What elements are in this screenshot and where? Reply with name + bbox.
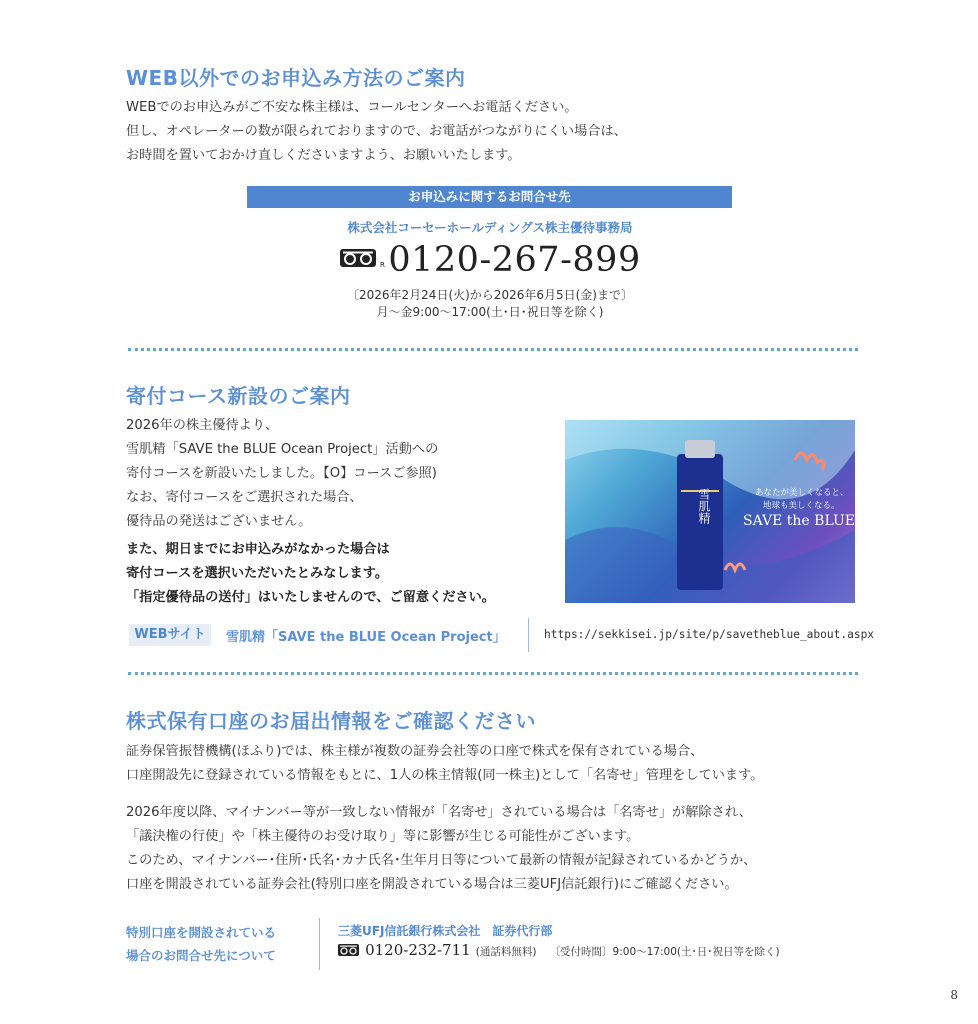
- special-account-phone-row: [338, 940, 780, 960]
- donation-line-2: 雪肌精「SAVE the BLUE Ocean Project」活動への: [126, 442, 439, 457]
- free-dial-small-icon: [338, 941, 360, 960]
- free-dial-icon: [339, 248, 386, 272]
- donation-bold-line-2: 寄付コースを選択いただいたとみなします。: [126, 566, 389, 581]
- web-link-separator: [528, 618, 529, 652]
- donation-line-1: 2026年の株主優待より、: [126, 418, 279, 433]
- donation-line-3: 寄付コースを新設いたしました。【O】コースご参照): [126, 466, 437, 481]
- account-para2-line-4: 口座を開設されている証券会社(特別口座を開設されている場合は三菱UFJ信託銀行)にご確認ください。: [126, 877, 738, 892]
- web-line-3: お時間を置いておかけ直しくださいますよう、お願いいたします。: [126, 148, 521, 163]
- account-para2-line-3: このため、マイナンバー･住所･氏名･カナ氏名･生年月日等について最新の情報が記録されているかどうか、: [126, 853, 757, 868]
- special-account-label-2: 場合のお問合せ先について: [126, 948, 276, 963]
- section-title-account: 株式保有口座のお届出情報をご確認ください: [126, 709, 536, 733]
- account-para2-line-1: 2026年度以降、マイナンバー等が一致しない情報が「名寄せ」されている場合は「名寄せ」が解除され、: [126, 805, 752, 820]
- page-number: 8: [950, 988, 958, 1002]
- special-account-label-1: 特別口座を開設されている: [126, 925, 277, 940]
- contact-hours: 月～金9:00～17:00(土･日･祝日等を除く): [376, 305, 604, 319]
- contact-phone-row: [200, 240, 780, 280]
- special-account-separator: [319, 918, 320, 970]
- section-title-donation: 寄付コース新設のご案内: [126, 384, 351, 408]
- bottle-label: 雪肌精: [697, 488, 711, 524]
- special-account-phone[interactable]: 0120-232-711: [365, 941, 471, 959]
- contact-org: 株式会社コーセーホールディングス株主優待事務局: [347, 220, 633, 235]
- image-caption-1: あなたが美しくなると、: [755, 488, 849, 498]
- donation-line-4: なお、寄付コースをご選択された場合、: [126, 490, 363, 505]
- svg-text:R: R: [380, 261, 386, 269]
- donation-line-5: 優待品の発送はございません。: [126, 514, 312, 529]
- donation-bold-line-1: また、期日までにお申込みがなかった場合は: [126, 542, 390, 557]
- image-caption-2: 地球も美しくなる。: [763, 501, 840, 511]
- web-line-1: WEBでのお申込みがご不安な株主様は、コールセンターへお電話ください。: [126, 100, 578, 115]
- image-brand: SAVE the BLUE: [743, 513, 855, 529]
- web-url[interactable]: https://sekkisei.jp/site/p/savetheblue_about.aspx: [544, 628, 875, 641]
- web-link[interactable]: 雪肌精「SAVE the BLUE Ocean Project」: [226, 630, 506, 645]
- contact-phone[interactable]: 0120-267-899: [388, 240, 641, 280]
- save-the-blue-image: [565, 420, 855, 603]
- account-para2-line-2: 「議決権の行使」や「株主優待のお受け取り」等に影響が生じる可能性がございます。: [126, 829, 640, 844]
- contact-heading-bar: お申込みに関するお問合せ先: [247, 186, 732, 208]
- divider-dotted-2: [128, 672, 858, 675]
- divider-dotted-1: [128, 348, 858, 351]
- web-line-2: 但し、オペレーターの数が限られておりますので、お電話がつながりにくい場合は、: [126, 124, 627, 139]
- special-account-hours: 〔受付時間〕9:00～17:00(土･日･祝日等を除く): [549, 946, 780, 958]
- donation-bold-line-3: 「指定優待品の送付」はいたしませんので、ご留意ください。: [126, 590, 495, 605]
- contact-period: 〔2026年2月24日(火)から2026年6月5日(金)まで〕: [347, 288, 633, 302]
- special-account-toll-free: (通話料無料): [475, 946, 537, 958]
- special-account-bank: 三菱UFJ信託銀行株式会社 証券代行部: [338, 924, 553, 938]
- web-site-tag: WEBサイト: [129, 624, 211, 646]
- account-para1-line-1: 証券保管振替機構(ほふり)では、株主様が複数の証券会社等の口座で株式を保有されている場合、: [126, 744, 704, 759]
- section-title-web: WEB以外でのお申込み方法のご案内: [126, 66, 466, 90]
- account-para1-line-2: 口座開設先に登録されている情報をもとに、1人の株主情報(同一株主)として「名寄せ」管理をしています。: [126, 768, 764, 783]
